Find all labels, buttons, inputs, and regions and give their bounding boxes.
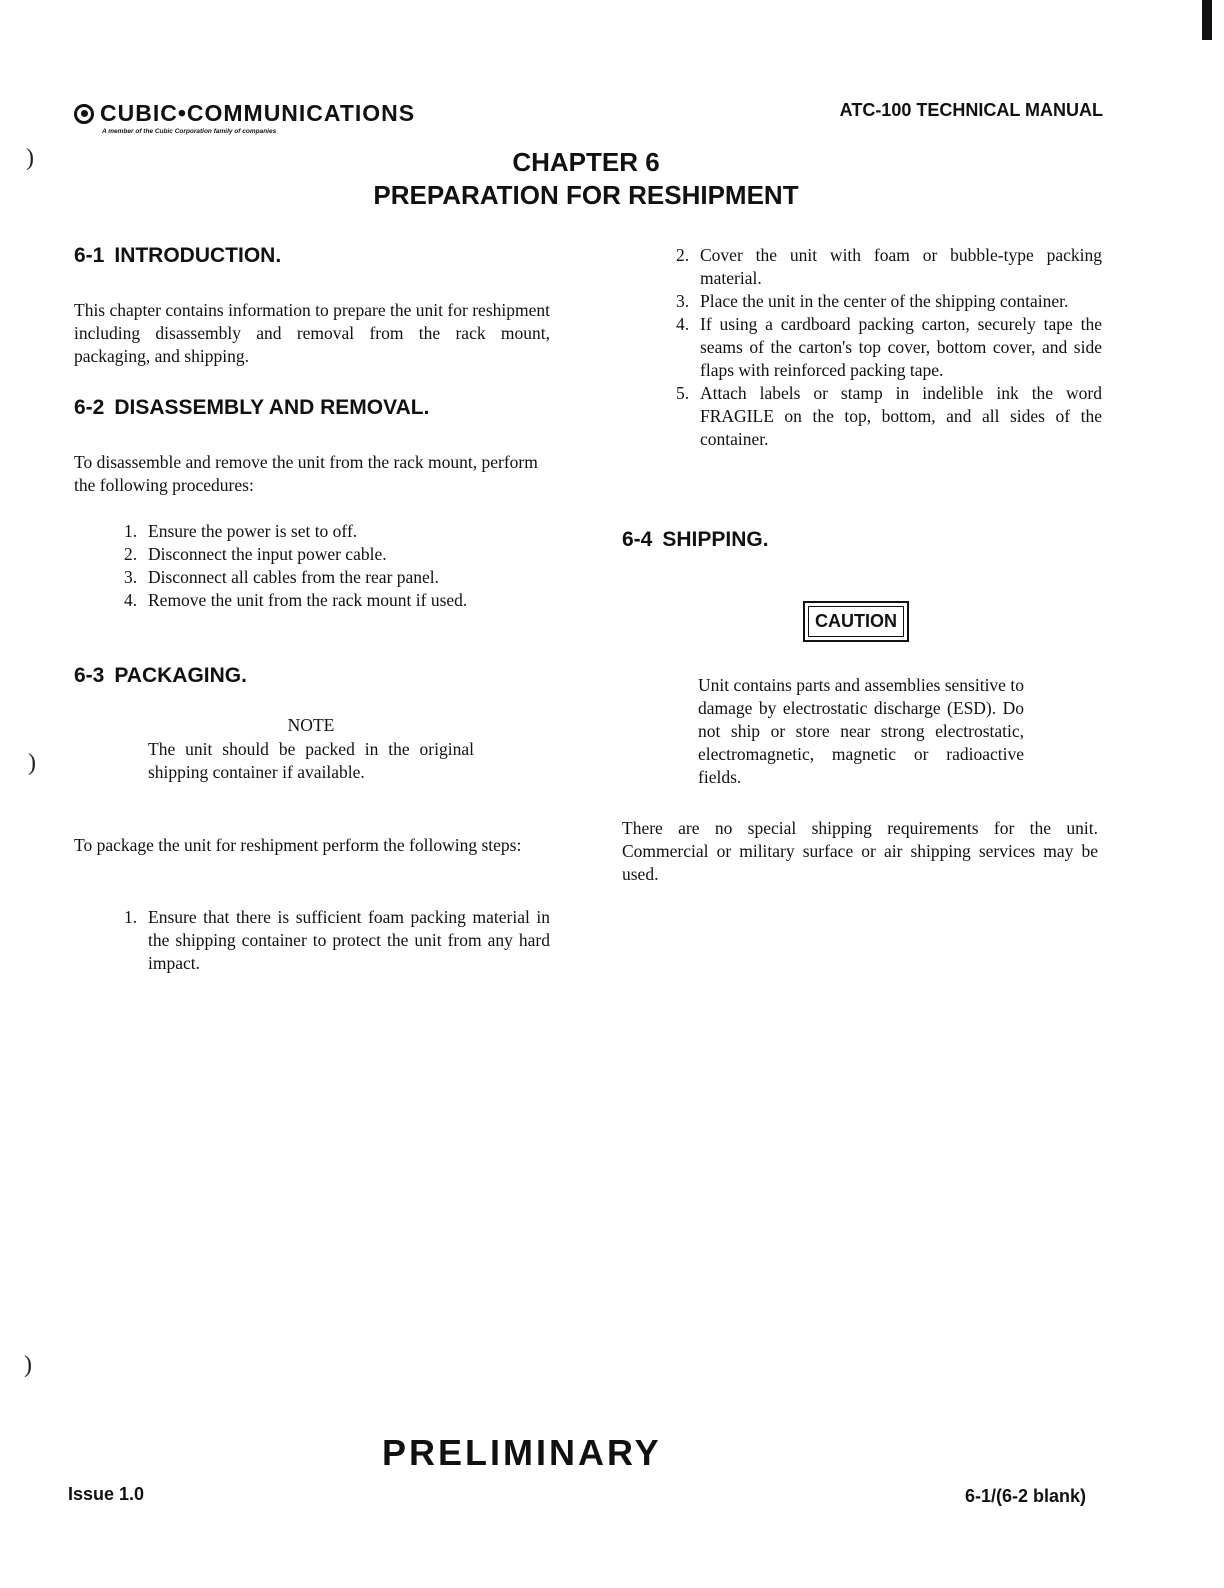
list-item: 1. Ensure that there is sufficient foam packing material in the shipping container to protect the unit from any hard impact. xyxy=(124,907,550,973)
list-item: 2. Cover the unit with foam or bubble-type packing material. xyxy=(676,245,1102,288)
margin-mark: ) xyxy=(24,1352,32,1378)
list-item: 4. Remove the unit from the rack mount if used. xyxy=(124,590,468,610)
note-text: The unit should be packed in the original shipping container if available. xyxy=(148,739,474,782)
introduction-text: This chapter contains information to prepare the unit for reshipment including disassembly and removal from the rack mount, packaging, and shipping. xyxy=(74,300,550,366)
scan-edge-mark xyxy=(1202,0,1212,40)
footer-page-number: 6-1/(6-2 blank) xyxy=(964,1486,1086,1506)
packaging-text: To package the unit for reshipment perform the following steps: xyxy=(74,835,522,855)
shipping-text: There are no special shipping requirements for the unit. Commercial or military surface or air shipping services may be used. xyxy=(622,818,1098,884)
chapter-title: PREPARATION FOR RESHIPMENT xyxy=(373,180,799,210)
list-item: 4. If using a cardboard packing carton, securely tape the seams of the carton's top cover, bottom cover, and side flaps with reinforced packing tape. xyxy=(676,314,1102,380)
disassembly-text: To disassemble and remove the unit from the rack mount, perform the following procedures: xyxy=(74,452,538,495)
packaging-steps-left xyxy=(124,906,550,975)
company-logo xyxy=(74,100,415,135)
section-heading-disassembly: 6-2 DISASSEMBLY AND REMOVAL. xyxy=(74,396,430,419)
list-item: 3. Disconnect all cables from the rear panel. xyxy=(124,567,440,587)
list-item: 1. Ensure the power is set to off. xyxy=(124,521,358,541)
caution-text: Unit contains parts and assemblies sensitive to damage by electrostatic discharge (ESD). Do not ship or store near strong electrostatic, electromagnetic, magnetic or radioactive fields. xyxy=(698,675,1024,787)
list-item: 3. Place the unit in the center of the shipping container. xyxy=(676,291,1069,311)
manual-title: ATC-100 TECHNICAL MANUAL xyxy=(839,100,1103,120)
section-heading-packaging: 6-3 PACKAGING. xyxy=(74,664,247,687)
footer-issue: Issue 1.0 xyxy=(68,1484,145,1504)
list-item: 5. Attach labels or stamp in indelible ink the word FRAGILE on the top, bottom, and all sides of the container. xyxy=(676,383,1102,449)
list-item: 2. Disconnect the input power cable. xyxy=(124,544,387,564)
chapter-number: CHAPTER 6 xyxy=(512,147,660,177)
section-heading-shipping: 6-4 SHIPPING. xyxy=(622,528,769,551)
company-name: CUBIC•COMMUNICATIONS xyxy=(100,100,416,126)
cubic-logo-icon xyxy=(74,104,94,124)
section-heading-introduction: 6-1 INTRODUCTION. xyxy=(74,244,282,267)
disassembly-steps xyxy=(124,520,554,612)
company-tagline: A member of the Cubic Corporation family of companies xyxy=(102,128,277,135)
caution-label: CAUTION xyxy=(808,606,904,637)
margin-mark: ) xyxy=(26,145,34,171)
packaging-steps-right xyxy=(676,244,1102,451)
note-label: NOTE xyxy=(287,715,335,735)
caution-box xyxy=(803,601,909,642)
preliminary-stamp: PRELIMINARY xyxy=(382,1432,662,1473)
margin-mark: ) xyxy=(28,750,36,776)
